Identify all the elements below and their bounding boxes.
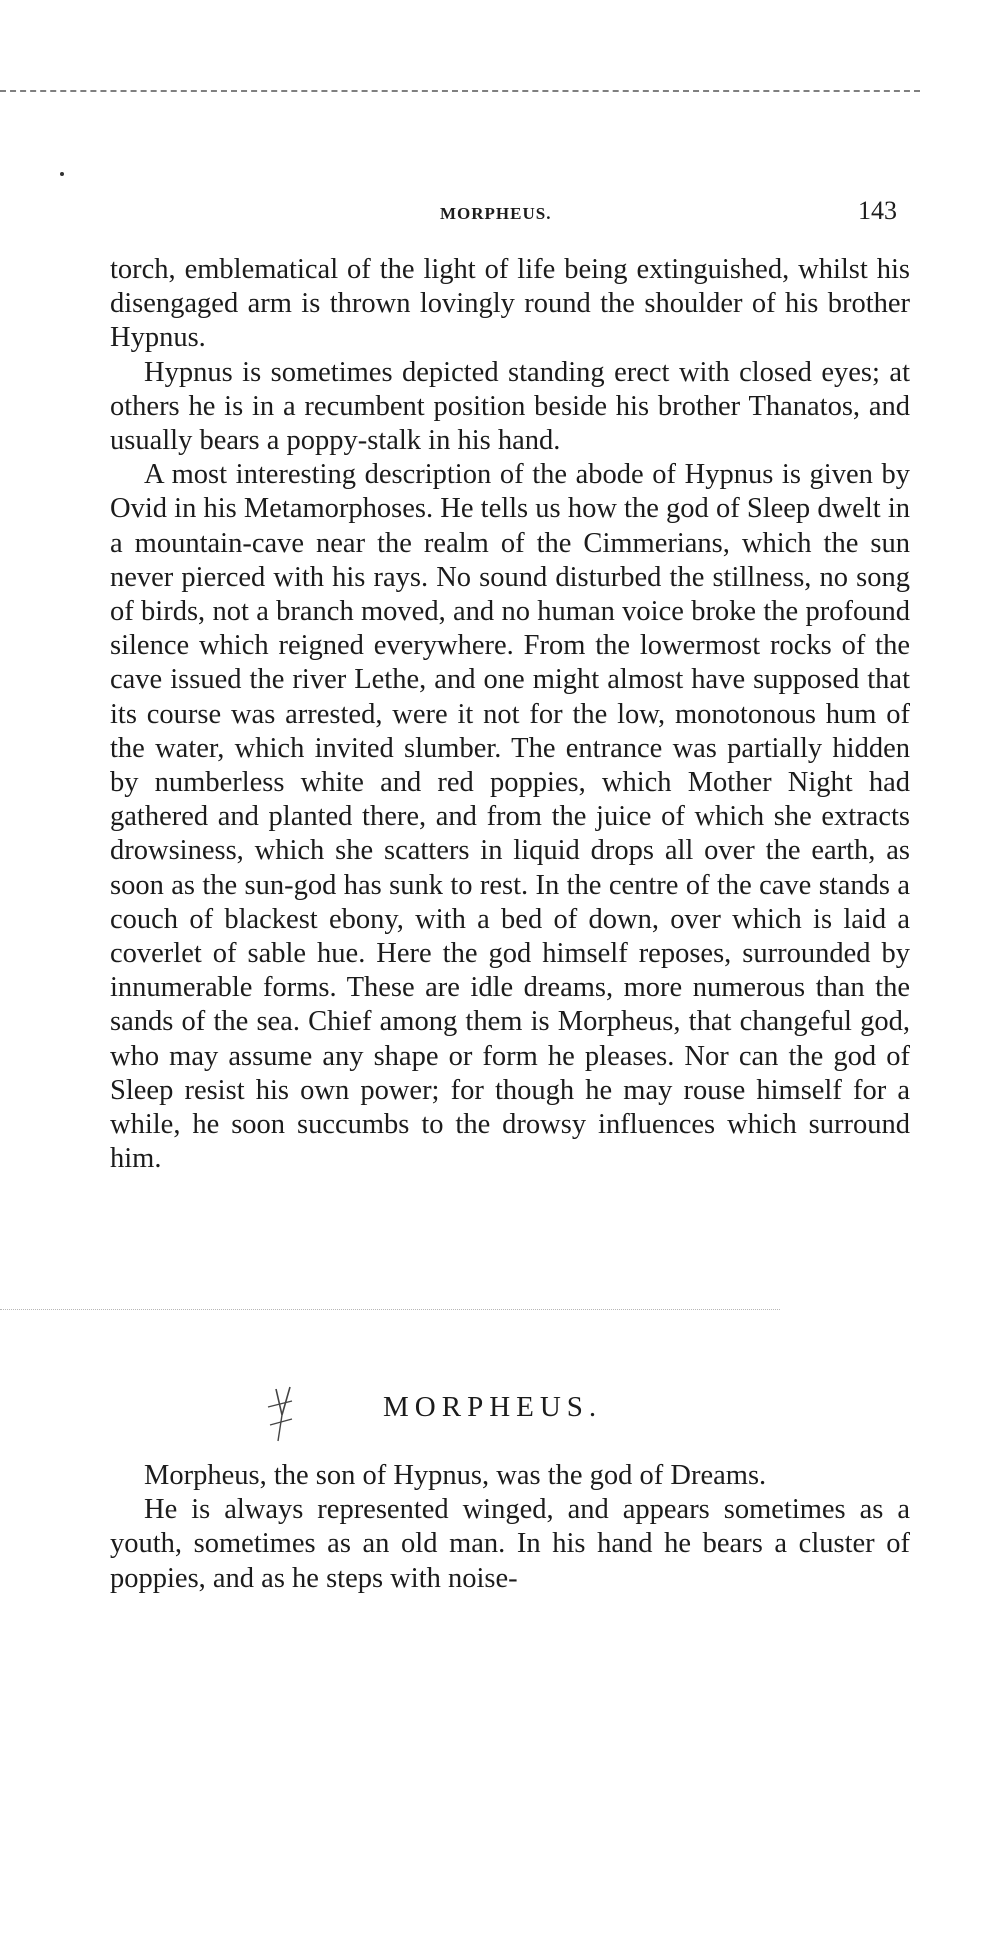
- page-number: 143: [858, 196, 897, 225]
- paragraph: Morpheus, the son of Hypnus, was the god of Dreams.: [144, 1460, 767, 1491]
- scan-edge-line-bottom: [0, 1309, 780, 1310]
- scan-edge-line: [0, 90, 920, 92]
- paragraph: Hypnus is sometimes depicted standing erect with closed eyes; at others he is in a recumbent position beside his brother Thanatos, and usually bears a poppy-stalk in his hand.: [110, 356, 910, 457]
- running-title: MORPHEUS.: [440, 204, 552, 223]
- pencil-mark-icon: [262, 1385, 302, 1445]
- section-title: MORPHEUS.: [383, 1391, 603, 1423]
- running-header: [0, 196, 1000, 236]
- paragraph-continued: torch, emblematical of the light of life being extinguished, whilst his disengaged arm is thrown lovingly round the shoulder of his brother Hypnus.: [110, 254, 910, 354]
- section-text: [110, 1459, 910, 1596]
- section-heading: [0, 1385, 1000, 1445]
- paragraph: A most interesting description of the abode of Hypnus is given by Ovid in his Metamorphoses. He tells us how the god of Sleep dwelt in a mountain-cave near the realm of the Cimmerians, which the sun never pierced with his rays. No sound disturbed the stillness, no song of birds, not a branch moved, and no human voice broke the profound silence which reigned everywhere. From the lowermost rocks of the cave issued the river Lethe, and one might almost have supposed that its course was arrested, were it not for the low, monotonous hum of the water, which invited slumber. The entrance was partially hidden by numberless white and red poppies, which Mother Night had gathered and planted there, and from the juice of which she extracts drowsiness, which she scatters in liquid drops all over the earth, as soon as the sun-god has sunk to rest. In the centre of the cave stands a couch of blackest ebony, with a bed of down, over which is laid a coverlet of sable hue. Here the god himself reposes, surrounded by innumerable forms. These are idle dreams, more numerous than the sands of the sea. Chief among them is Morpheus, that changeful god, who may assume any shape or form he pleases. Nor can the god of Sleep resist his own power; for though he may rouse himself for a while, he soon succumbs to the drowsy influences which surround him.: [110, 459, 910, 1175]
- scan-speck: [60, 172, 64, 176]
- paragraph: He is always represented winged, and appears sometimes as a youth, sometimes as an old man. In his hand he bears a cluster of poppies, and as he steps with noise-: [110, 1494, 910, 1594]
- main-text: [110, 253, 910, 1176]
